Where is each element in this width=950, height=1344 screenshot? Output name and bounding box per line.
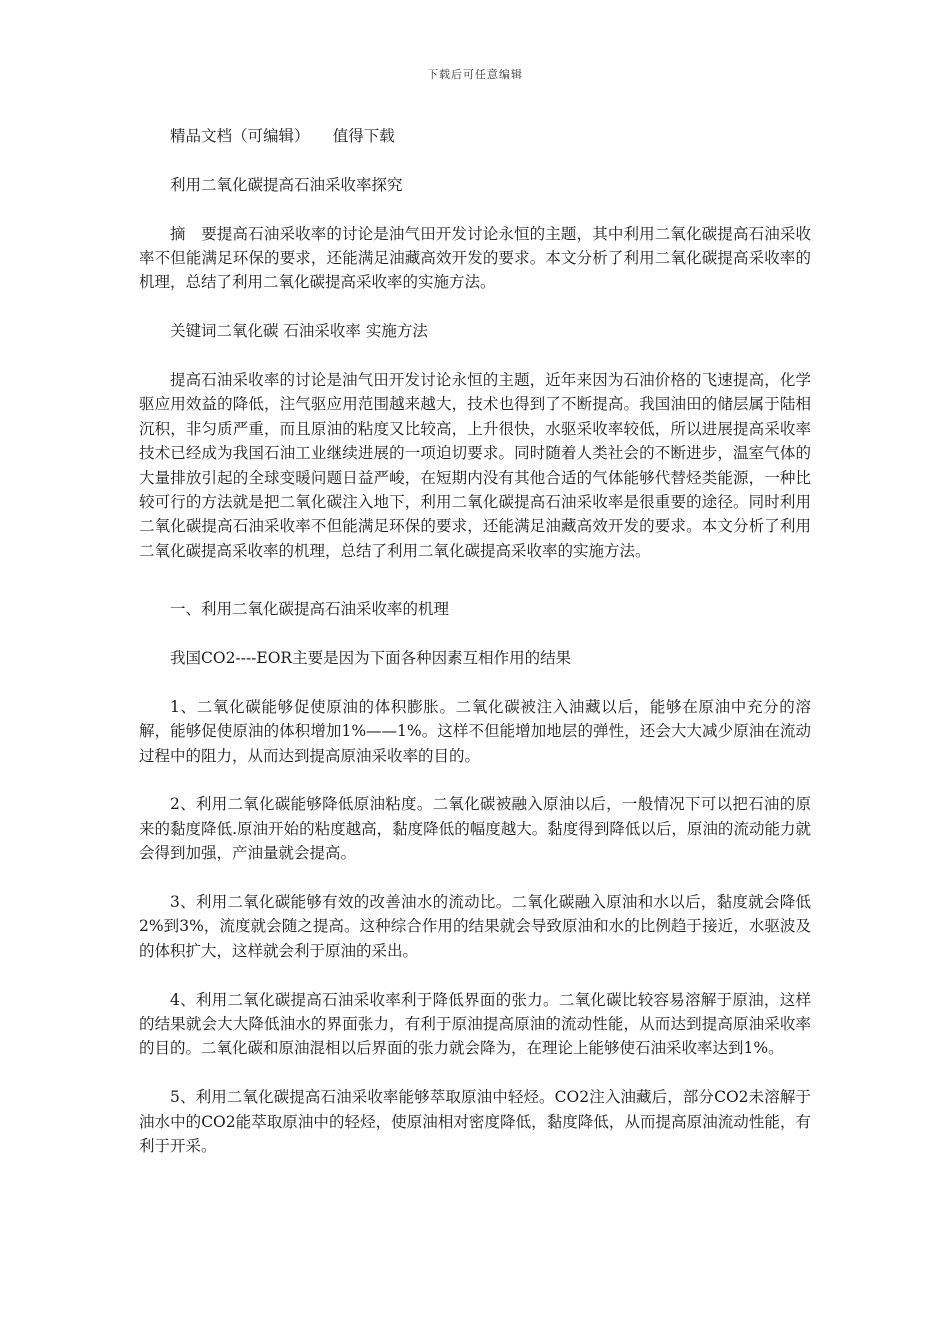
doc-title: 利用二氧化碳提高石油采收率探究 bbox=[170, 175, 403, 194]
list-item: 1、二氧化碳能够促使原油的体积膨胀。二氧化碳被注入油藏以后，能够在原油中充分的溶解，能够促使原油的体积增加1%——1%。这样不但能增加地层的弹性，还会大大减少原油在流动过程中的阻力，从而达到提高原油采收率的目的。 bbox=[139, 697, 811, 765]
section-heading: 一、利用二氧化碳提高石油采收率的机理 bbox=[170, 600, 450, 619]
list-item: 4、利用二氧化碳提高石油采收率利于降低界面的张力。二氧化碳比较容易溶解于原油，这样的结果就会大大降低油水的界面张力，有利于原油提高原油的流动性能，从而达到提高原油采收率的目的。二氧化碳和原油混相以后界面的张力就会降为，在理论上能够使石油采收率达到1%。 bbox=[139, 990, 811, 1058]
document-body bbox=[139, 124, 811, 1159]
doc-tagline: 精品文档（可编辑） 值得下载 bbox=[170, 127, 395, 145]
abstract-paragraph: 摘 要提高石油采收率的讨论是油气田开发讨论永恒的主题，其中利用二氧化碳提高石油采收率不但能满足环保的要求，还能满足油藏高效开发的要求。本文分析了利用二氧化碳提高采收率的机理，总结了利用二氧化碳提高采收率的实施方法。 bbox=[139, 224, 811, 292]
intro-paragraph: 提高石油采收率的讨论是油气田开发讨论永恒的主题，近年来因为石油价格的飞速提高，化学驱应用效益的降低，注气驱应用范围越来越大，技术也得到了不断提高。我国油田的储层属于陆相沉积，非匀质严重，而且原油的粘度又比较高，上升很快，水驱采收率较低，所以进展提高采收率技术已经成为我国石油工业继续进展的一项迫切要求。同时随着人类社会的不断进步，温室气体的大量排放引起的全球变暖问题日益严峻，在短期内没有其他合适的气体能够代替烃类能源，一种比较可行的方法就是把二氧化碳注入地下，利用二氧化碳提高石油采收率是很重要的途径。同时利用二氧化碳提高石油采收率不但能满足环保的要求，还能满足油藏高效开发的要求。本文分析了利用二氧化碳提高采收率的机理，总结了利用二氧化碳提高采收率的实施方法。 bbox=[139, 371, 811, 560]
list-item: 5、利用二氧化碳提高石油采收率能够萃取原油中轻烃。CO2注入油藏后，部分CO2未溶解于油水中的CO2能萃取原油中的轻烃，使原油相对密度降低，黏度降低，从而提高原油流动性能，有利于开采。 bbox=[139, 1088, 811, 1156]
list-item: 2、利用二氧化碳能够降低原油粘度。二氧化碳被融入原油以后，一般情况下可以把石油的原来的黏度降低.原油开始的粘度越高，黏度降低的幅度越大。黏度得到降低以后，原油的流动能力就会得到加强，产油量就会提高。 bbox=[139, 795, 811, 863]
list-item: 3、利用二氧化碳能够有效的改善油水的流动比。二氧化碳融入原油和水以后，黏度就会降低2%到3%，流度就会随之提高。这种综合作用的结果就会导致原油和水的比例趋于接近，水驱波及的体积扩大，这样就会利于原油的采出。 bbox=[139, 893, 811, 960]
section-lead: 我国CO2----EOR主要是因为下面各种因素互相作用的结果 bbox=[170, 649, 572, 668]
keywords-line: 关键词二氧化碳 石油采收率 实施方法 bbox=[170, 322, 428, 341]
page-header: 下载后可任意编辑 bbox=[427, 68, 523, 81]
